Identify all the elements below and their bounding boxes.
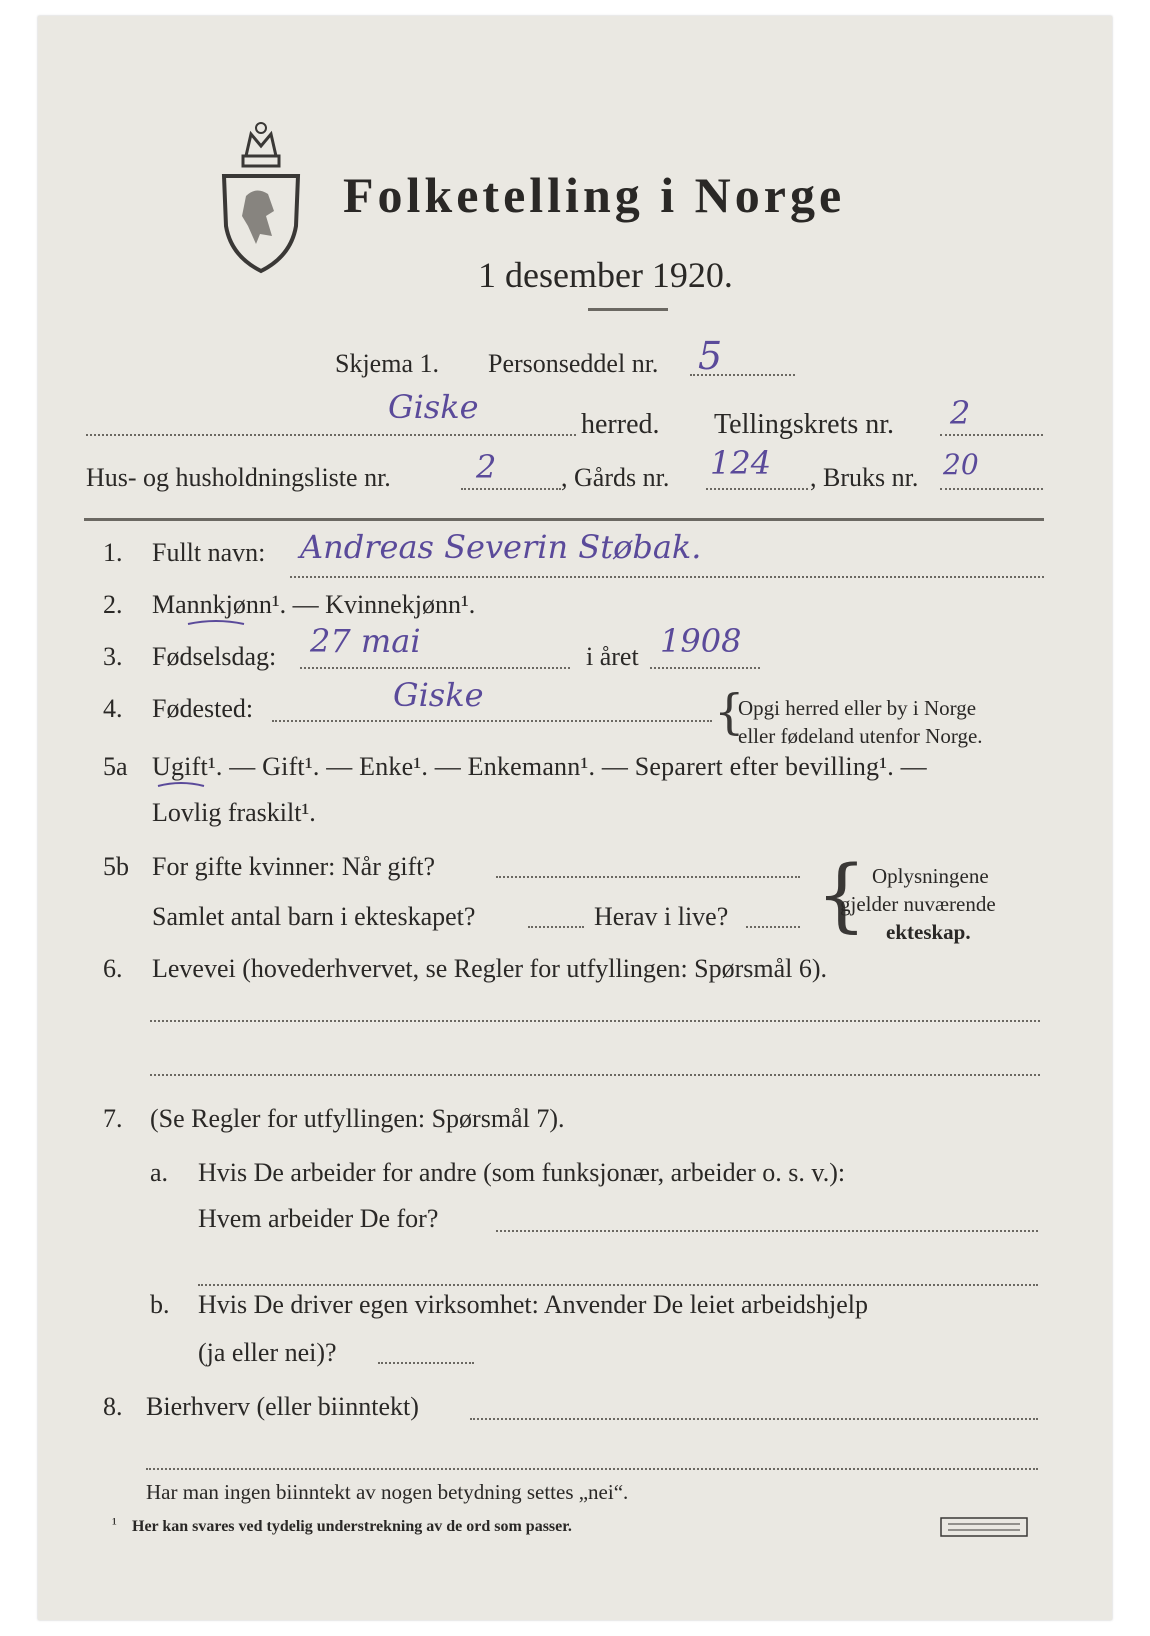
occupation-field-2[interactable] xyxy=(150,1074,1040,1076)
note-brace: { xyxy=(816,848,867,941)
marriage-note-2: gjelder nuværende xyxy=(840,892,996,916)
birthplace-note-2: eller fødeland utenfor Norge. xyxy=(738,724,983,748)
full-name-field[interactable] xyxy=(290,576,1044,578)
marital-status-options-2[interactable]: Lovlig fraskilt¹. xyxy=(152,798,316,827)
bruks-field[interactable] xyxy=(940,488,1043,490)
q5b-children-label: Samlet antal barn i ekteskapet? xyxy=(152,902,476,931)
q7b-number: b. xyxy=(150,1290,170,1319)
birth-year-value: 1908 xyxy=(660,622,742,660)
full-name-value: Andreas Severin Støbak. xyxy=(300,528,702,566)
marriage-note-1: Oplysningene xyxy=(872,864,989,888)
underline-mark xyxy=(186,616,246,628)
q7b-text: Hvis De driver egen virksomhet: Anvender De leiet arbeidshjelp xyxy=(198,1290,869,1319)
q5b-text: For gifte kvinner: Når gift? xyxy=(152,852,436,881)
herred-value: Giske xyxy=(388,388,479,426)
footnote-mark: ¹ xyxy=(112,1516,117,1533)
census-date: 1 desember 1920. xyxy=(478,255,733,295)
coat-of-arms-icon xyxy=(216,116,306,276)
married-date-field[interactable] xyxy=(496,876,800,878)
birthplace-value: Giske xyxy=(393,676,484,714)
income-note: Har man ingen biinntekt av nogen betydning settes „nei“. xyxy=(146,1480,629,1504)
birthplace-field[interactable] xyxy=(272,720,712,722)
q8-number: 8. xyxy=(103,1392,123,1421)
q7a-employer-label: Hvem arbeider De for? xyxy=(198,1204,439,1233)
q7-text: (Se Regler for utfyllingen: Spørsmål 7). xyxy=(150,1104,565,1133)
skjema-label: Skjema 1. xyxy=(335,349,439,378)
children-count-field[interactable] xyxy=(528,926,584,928)
printer-stamp xyxy=(940,1516,1028,1538)
header-rule xyxy=(84,518,1044,521)
q6-number: 6. xyxy=(103,954,123,983)
underline-mark xyxy=(156,778,206,790)
title-divider xyxy=(588,308,668,311)
birth-year-field[interactable] xyxy=(650,667,760,669)
employer-field-1[interactable] xyxy=(496,1230,1038,1232)
marital-status-options[interactable]: Ugift¹. — Gift¹. — Enke¹. — Enkemann¹. — Separert efter bevilling¹. — xyxy=(152,752,927,781)
birthplace-note-1: Opgi herred eller by i Norge xyxy=(738,696,977,720)
q4-number: 4. xyxy=(103,694,123,723)
occupation-field-1[interactable] xyxy=(150,1020,1040,1022)
secondary-income-field-1[interactable] xyxy=(470,1418,1038,1420)
q7b-label: (ja eller nei)? xyxy=(198,1338,337,1367)
year-label: i året xyxy=(586,642,639,671)
q5b-number: 5b xyxy=(103,852,129,881)
bruks-label: , Bruks nr. xyxy=(810,463,919,492)
bruks-value: 20 xyxy=(943,448,979,481)
q5b-alive-label: Herav i live? xyxy=(594,902,729,931)
hus-field[interactable] xyxy=(461,488,561,490)
marriage-note-3: ekteskap. xyxy=(886,920,971,944)
q7a-text: Hvis De arbeider for andre (som funksjonær, arbeider o. s. v.): xyxy=(198,1158,846,1187)
hus-value: 2 xyxy=(476,448,497,486)
gards-field[interactable] xyxy=(706,488,808,490)
tellingskrets-field[interactable] xyxy=(940,434,1043,436)
gards-value: 124 xyxy=(710,444,772,482)
tellingskrets-label: Tellingskrets nr. xyxy=(714,409,895,440)
census-form xyxy=(38,16,1112,1620)
q6-text: Levevei (hovederhvervet, se Regler for utfyllingen: Spørsmål 6). xyxy=(152,954,828,983)
q8-text: Bierhverv (eller biinntekt) xyxy=(146,1392,419,1421)
note-brace: { xyxy=(714,684,745,740)
q1-number: 1. xyxy=(103,538,123,567)
hired-help-field[interactable] xyxy=(378,1362,474,1364)
gards-label: , Gårds nr. xyxy=(561,463,670,492)
q2-number: 2. xyxy=(103,590,123,619)
children-alive-field[interactable] xyxy=(746,926,800,928)
q3-number: 3. xyxy=(103,642,123,671)
employer-field-2[interactable] xyxy=(198,1284,1038,1286)
q7-number: 7. xyxy=(103,1104,123,1133)
q7a-number: a. xyxy=(150,1158,169,1187)
gender-options[interactable]: Mannkjønn¹. — Kvinnekjønn¹. xyxy=(152,590,476,619)
birthday-value: 27 mai xyxy=(310,622,421,660)
q4-label: Fødested: xyxy=(152,694,254,723)
q3-label: Fødselsdag: xyxy=(152,642,277,671)
personseddel-value: 5 xyxy=(698,334,723,378)
birthday-field[interactable] xyxy=(300,667,570,669)
personseddel-label: Personseddel nr. xyxy=(488,349,659,378)
footnote-text: Her kan svares ved tydelig understrekning av de ord som passer. xyxy=(132,1518,572,1535)
form-title: Folketelling i Norge xyxy=(343,167,846,223)
herred-field[interactable] xyxy=(86,434,576,436)
q1-label: Fullt navn: xyxy=(152,538,266,567)
secondary-income-field-2[interactable] xyxy=(146,1468,1038,1470)
hus-label: Hus- og husholdningsliste nr. xyxy=(86,463,391,492)
herred-label: herred. xyxy=(581,409,660,440)
tellingskrets-value: 2 xyxy=(950,394,971,432)
q5a-number: 5a xyxy=(103,752,128,781)
